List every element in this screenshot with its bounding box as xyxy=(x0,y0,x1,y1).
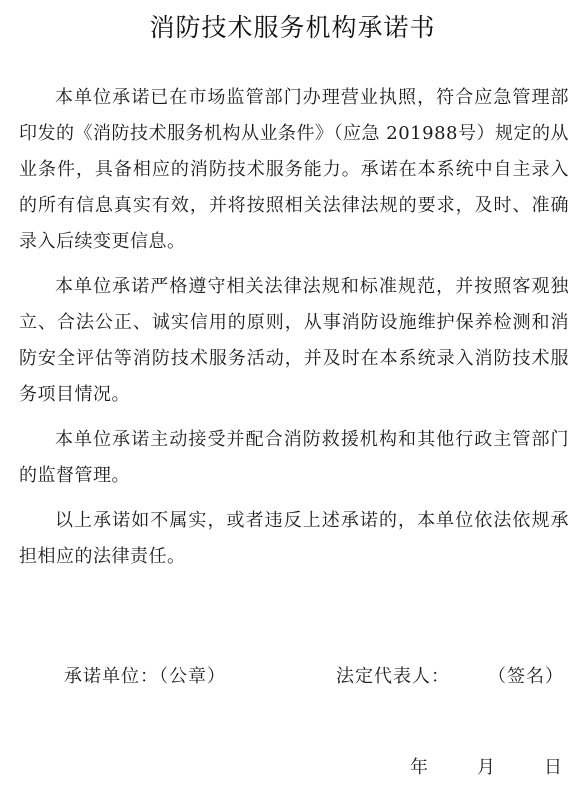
date-line xyxy=(410,756,562,780)
paragraph-4: 以上承诺如不属实，或者违反上述承诺的，本单位依法依规承担相应的法律责任。 xyxy=(19,510,569,567)
signature-representative xyxy=(336,663,564,691)
document-title: 消防技术服务机构承诺书 xyxy=(149,13,436,42)
date-month: 月 xyxy=(477,757,495,778)
representative-sign: （签名） xyxy=(488,666,564,687)
date-day: 日 xyxy=(544,757,562,778)
date-year: 年 xyxy=(410,757,428,778)
signature-unit-label: 承诺单位：（公章） xyxy=(64,666,226,687)
paragraph-3: 本单位承诺主动接受并配合消防救援机构和其他行政主管部门的监督管理。 xyxy=(19,429,569,486)
representative-label: 法定代表人： xyxy=(336,666,450,687)
paragraph-2: 本单位承诺严格遵守相关法律法规和标准规范，并按照客观独立、合法公正、诚实信用的原则，从事消防设施维护保养检测和消防安全评估等消防技术服务活动，并及时在本系统录入消防技术服务项目情况。 xyxy=(19,276,569,405)
paragraph-1: 本单位承诺已在市场监管部门办理营业执照，符合应急管理部印发的《消防技术服务机构从业条件》（应急 201988号）规定的从业条件，具备相应的消防技术服务能力。承诺在本系统中自主录入的所有信息真实有效，并将按照相关法律法规的要求，及时、准确录入后续变更信息。 xyxy=(19,87,569,252)
document-body xyxy=(19,80,569,584)
